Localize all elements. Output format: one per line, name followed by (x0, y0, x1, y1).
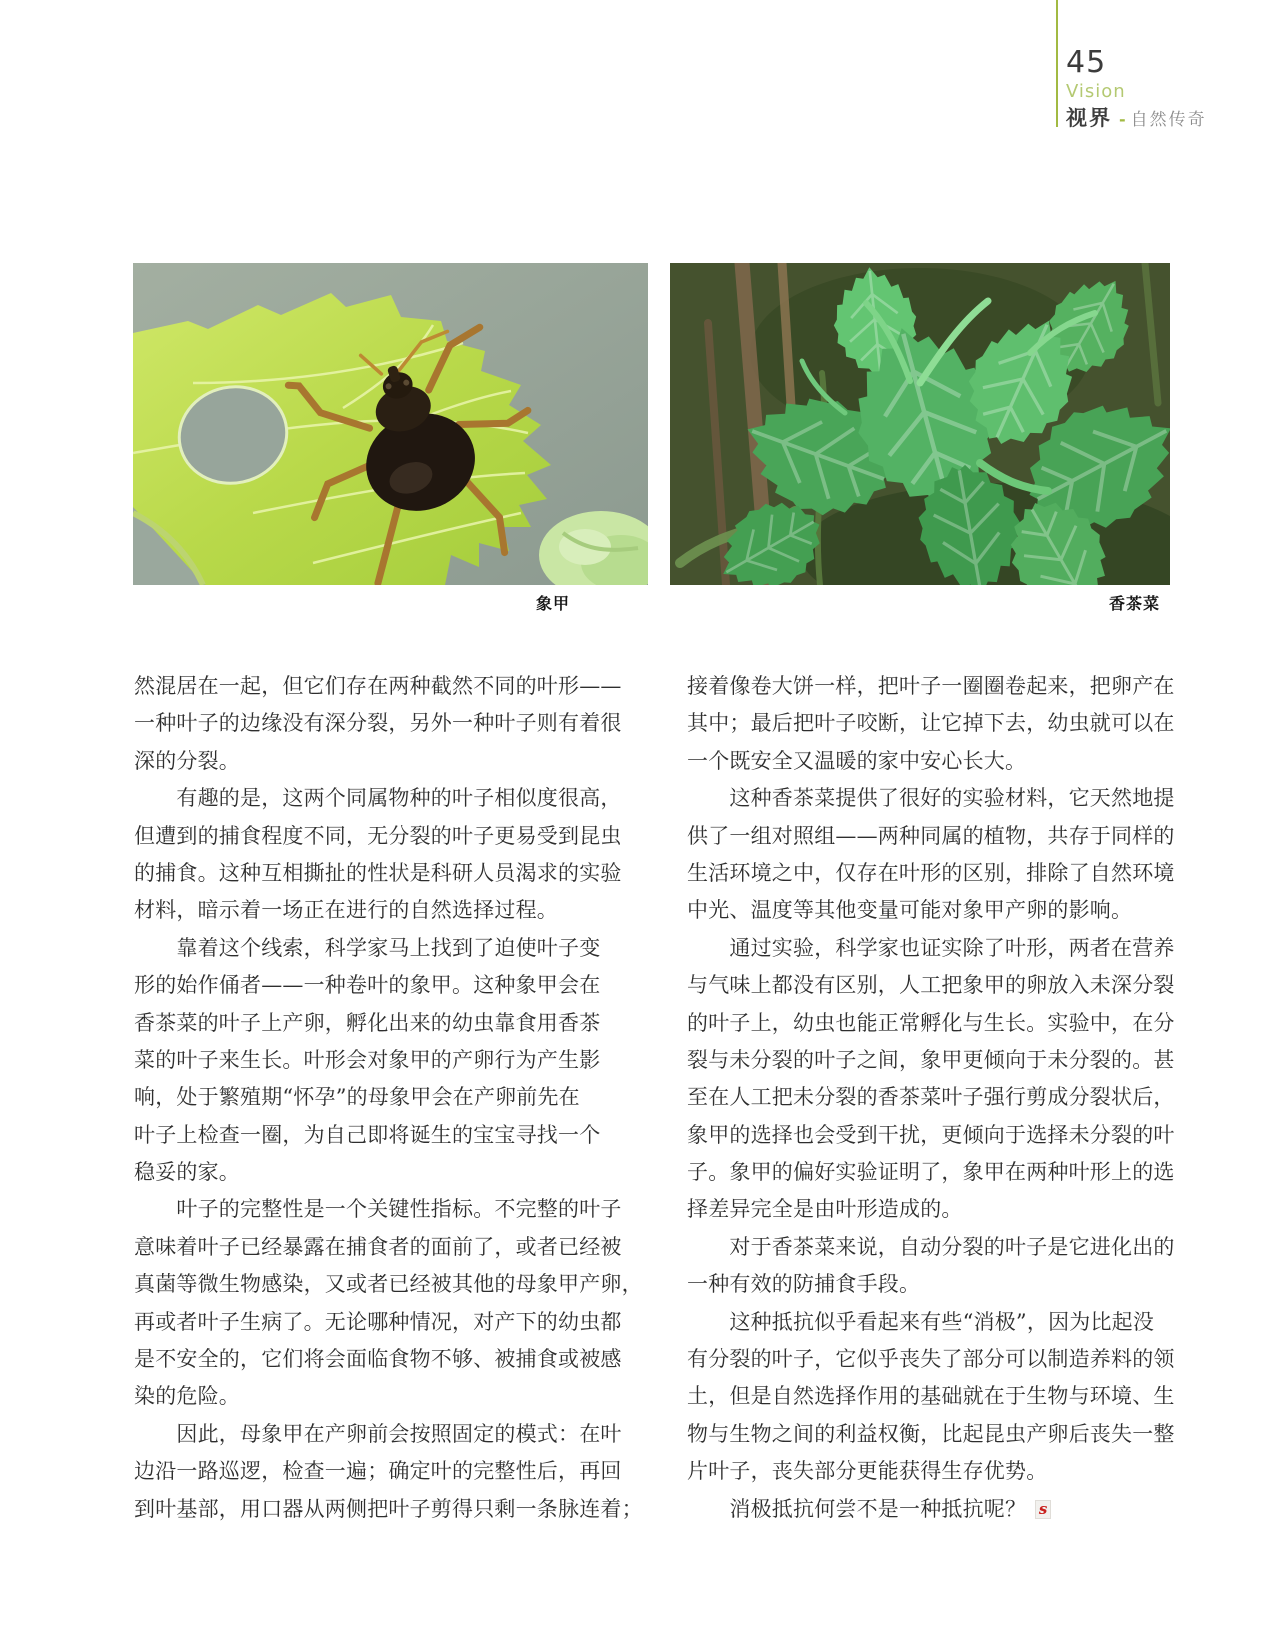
text-line: 但遭到的捕食程度不同，无分裂的叶子更易受到昆虫 (134, 823, 622, 848)
text-line: 有趣的是，这两个同属物种的叶子相似度很高， (134, 786, 622, 811)
text-line: 然混居在一起，但它们存在两种截然不同的叶形—— (134, 674, 622, 698)
text-line: 靠着这个线索，科学家马上找到了迫使叶子变 (134, 935, 601, 960)
text-line: 深的分裂。 (134, 748, 240, 773)
closing-line (687, 1491, 1159, 1528)
photo-caption-weevil: 象甲 (535, 594, 570, 613)
section-dash: - (1119, 110, 1126, 129)
subsection-title: 自然传奇 (1130, 110, 1207, 130)
weevil-photo (133, 263, 648, 585)
text-line: 通过实验，科学家也证实除了叶形，两者在营养 (687, 935, 1175, 960)
text-line: 象甲的选择也会受到干扰，更倾向于选择未分裂的叶 (687, 1122, 1175, 1147)
text-line: 叶子的完整性是一个关键性指标。不完整的叶子 (134, 1197, 622, 1222)
text-line: 一种有效的防捕食手段。 (687, 1272, 921, 1297)
text-line: 与气味上都没有区别，人工把象甲的卵放入未深分裂 (687, 973, 1175, 998)
text-line: 香茶菜的叶子上产卵，孵化出来的幼虫靠食用香茶 (134, 1010, 601, 1035)
text-line: 子。象甲的偏好实验证明了，象甲在两种叶形上的选 (687, 1160, 1175, 1185)
text-line: 一种叶子的边缘没有深分裂，另外一种叶子则有着很 (134, 711, 622, 736)
text-line: 有分裂的叶子，它似乎丧失了部分可以制造养料的领 (687, 1347, 1175, 1372)
text-line: 再或者叶子生病了。无论哪种情况，对产下的幼虫都 (134, 1309, 622, 1334)
text-line: 染的危险。 (134, 1384, 240, 1409)
text-line: 接着像卷大饼一样，把叶子一圈圈卷起来，把卵产在 (687, 674, 1175, 698)
isodon-photo (670, 263, 1170, 585)
text-line: 择差异完全是由叶形造成的。 (687, 1197, 963, 1222)
text-line: 物与生物之间的利益权衡，比起昆虫产卵后丧失一整 (687, 1421, 1175, 1446)
text-line: 因此，母象甲在产卵前会按照固定的模式：在叶 (134, 1421, 622, 1446)
text-line: 形的始作俑者——一种卷叶的象甲。这种象甲会在 (134, 973, 601, 998)
text-line: 材料，暗示着一场正在进行的自然选择过程。 (134, 898, 558, 923)
text-line: 的叶子上，幼虫也能正常孵化与生长。实验中，在分 (687, 1010, 1175, 1035)
text-line: 到叶基部，用口器从两侧把叶子剪得只剩一条脉连着； (134, 1496, 643, 1521)
text-line: 片叶子，丧失部分更能获得生存优势。 (687, 1459, 1048, 1484)
section-title-cn: 视界 (1066, 106, 1112, 130)
text-line: 对于香茶菜来说，自动分裂的叶子是它进化出的 (687, 1234, 1175, 1259)
text-line: 意味着叶子已经暴露在捕食者的面前了，或者已经被 (134, 1234, 622, 1259)
article-end-mark: s (1035, 1500, 1051, 1519)
page-number: 45 (1066, 45, 1107, 80)
text-line: 稳妥的家。 (134, 1160, 240, 1185)
text-line: 菜的叶子来生长。叶形会对象甲的产卵行为产生影 (134, 1047, 601, 1072)
left-column (134, 668, 643, 1528)
text-line: 中光、温度等其他变量可能对象甲产卵的影响。 (687, 898, 1133, 923)
text-line: 响，处于繁殖期“怀孕”的母象甲会在产卵前先在 (134, 1085, 580, 1110)
text-line: 是不安全的，它们将会面临食物不够、被捕食或被感 (134, 1347, 622, 1372)
section-title-en: Vision (1066, 81, 1126, 102)
text-line: 真菌等微生物感染，又或者已经被其他的母象甲产卵， (134, 1272, 643, 1297)
text-line: 供了一组对照组——两种同属的植物，共存于同样的 (687, 823, 1175, 848)
text-line: 这种抵抗似乎看起来有些“消极”，因为比起没 (687, 1309, 1155, 1334)
text-line: 至在人工把未分裂的香茶菜叶子强行剪成分裂状后， (687, 1085, 1175, 1110)
closing-text: 消极抵抗何尝不是一种抵抗呢？ (687, 1496, 1027, 1521)
text-line: 土，但是自然选择作用的基础就在于生物与环境、生 (687, 1384, 1175, 1409)
text-line: 其中；最后把叶子咬断，让它掉下去，幼虫就可以在 (687, 711, 1175, 736)
photo-caption-isodon: 香茶菜 (1108, 594, 1160, 613)
header-divider-rule (1056, 0, 1058, 127)
page-header (1066, 45, 1207, 130)
right-column-lines (687, 668, 1175, 1491)
text-line: 这种香茶菜提供了很好的实验材料，它天然地提 (687, 786, 1175, 811)
text-line: 一个既安全又温暖的家中安心长大。 (687, 748, 1027, 773)
text-line: 裂与未分裂的叶子之间，象甲更倾向于未分裂的。甚 (687, 1047, 1175, 1072)
section-title-row (1066, 108, 1207, 129)
text-line: 的捕食。这种互相撕扯的性状是科研人员渴求的实验 (134, 860, 622, 885)
text-line: 边沿一路巡逻，检查一遍；确定叶的完整性后，再回 (134, 1459, 622, 1484)
text-line: 生活环境之中，仅存在叶形的区别，排除了自然环境 (687, 860, 1175, 885)
text-line: 叶子上检查一圈，为自己即将诞生的宝宝寻找一个 (134, 1122, 601, 1147)
right-column (687, 668, 1175, 1528)
